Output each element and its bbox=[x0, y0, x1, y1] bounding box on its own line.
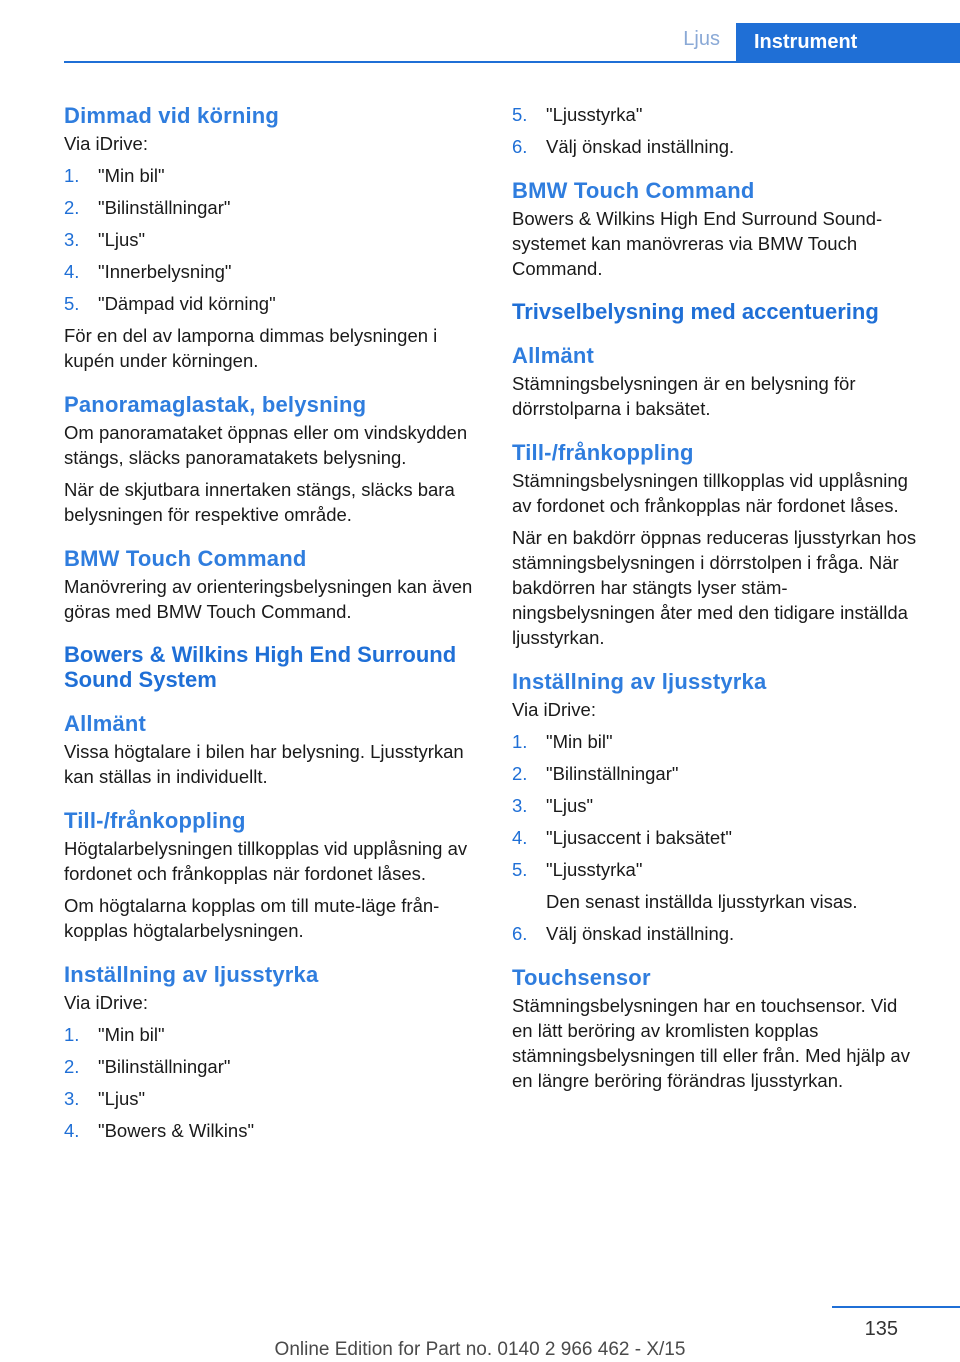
list-item: 5. "Dämpad vid körning" bbox=[64, 293, 276, 314]
header-rule bbox=[64, 61, 960, 63]
step-note: Den senast inställda ljusstyrkan visas. bbox=[546, 891, 858, 912]
heading-bmw-touch: BMW Touch Command bbox=[512, 178, 755, 203]
list-item: 3. "Ljus" bbox=[512, 795, 594, 816]
list-item: 2. "Bilinställningar" bbox=[64, 197, 231, 218]
paragraph: Högtalarbelysningen tillkopplas vid upplåsning av fordonet och frånkopplas när fordonet låses. bbox=[64, 838, 468, 884]
text-via-idrive: Via iDrive: bbox=[64, 992, 148, 1013]
heading-panorama: Panoramaglastak, belysning bbox=[64, 392, 367, 417]
step-number: 4. bbox=[64, 1120, 80, 1141]
list-item: 1. "Min bil" bbox=[64, 1024, 165, 1045]
paragraph: När de skjutbara innertaken stängs, släcks bara belysningen för respektive område. bbox=[64, 479, 455, 525]
step-number: 4. bbox=[512, 827, 528, 848]
heading-installning: Inställning av ljusstyrka bbox=[64, 962, 319, 987]
paragraph: Stämningsbelysningen är en belysning för dörrstolparna i baksätet. bbox=[512, 373, 856, 419]
heading-till-franskoppling: Till-/frånkoppling bbox=[64, 808, 246, 833]
step-number: 5. bbox=[512, 859, 528, 880]
page-number: 135 bbox=[864, 1318, 898, 1340]
heading-allmant: Allmänt bbox=[512, 343, 595, 368]
step-number: 3. bbox=[512, 795, 528, 816]
paragraph: Stämningsbelysningen tillkopplas vid upplåsning av fordonet och frånkopplas när fordonet låses. bbox=[512, 470, 908, 516]
list-item: 4. "Innerbelysning" bbox=[64, 261, 232, 282]
step-number: 2. bbox=[512, 763, 528, 784]
steps-dimmad bbox=[64, 163, 480, 316]
list-item: 1. "Min bil" bbox=[64, 165, 165, 186]
list-item: 1. "Min bil" bbox=[512, 731, 613, 752]
paragraph: Om panoramataket öppnas eller om vindskydden stängs, släcks panoramatakets belysning. bbox=[64, 422, 468, 468]
heading-trivselbelysning: Trivselbelysning med accentuering bbox=[512, 299, 879, 324]
list-item: 5. "Ljusstyrka" bbox=[512, 104, 643, 125]
paragraph: Om högtalarna kopplas om till mute-läge frånkopplas högtalarbelysningen. bbox=[64, 895, 440, 941]
paragraph: Bowers & Wilkins High End Surround Soundsystemet kan manövreras via BMW Touch Command. bbox=[512, 208, 883, 279]
step-number: 6. bbox=[512, 923, 528, 944]
step-number: 1. bbox=[512, 731, 528, 752]
header-chapter-tab: Instrument bbox=[736, 23, 960, 61]
step-number: 5. bbox=[512, 104, 528, 125]
step-number: 3. bbox=[64, 1088, 80, 1109]
steps-continued bbox=[512, 102, 922, 159]
step-number: 1. bbox=[64, 165, 80, 186]
list-item: 2. "Bilinställningar" bbox=[512, 763, 679, 784]
right-column bbox=[512, 102, 922, 1100]
step-number: 6. bbox=[512, 136, 528, 157]
step-number: 2. bbox=[64, 197, 80, 218]
heading-installning: Inställning av ljusstyrka bbox=[512, 669, 767, 694]
heading-bmw-touch: BMW Touch Command bbox=[64, 546, 307, 571]
paragraph: Stämningsbelysningen har en touchsensor. Vid en lätt beröring av kromlisten kopplas stämningsbelysningen till eller från. Med hjälp av en längre beröring förändras ljusstyrkan. bbox=[512, 995, 910, 1091]
footer-edition: Online Edition for Part no. 0140 2 966 462 - X/15 bbox=[274, 1339, 686, 1360]
text-via-idrive: Via iDrive: bbox=[64, 133, 148, 154]
paragraph: För en del av lamporna dimmas belysningen i kupén under körningen. bbox=[64, 325, 438, 371]
steps-installning bbox=[64, 1022, 480, 1143]
text-via-idrive: Via iDrive: bbox=[512, 699, 596, 720]
list-item: 6. Välj önskad inställning. bbox=[512, 923, 735, 944]
list-item: 2. "Bilinställningar" bbox=[64, 1056, 231, 1077]
step-number: 2. bbox=[64, 1056, 80, 1077]
step-number: 4. bbox=[64, 261, 80, 282]
heading-till-franskoppling: Till-/frånkoppling bbox=[512, 440, 694, 465]
step-number: 5. bbox=[64, 293, 80, 314]
heading-touchsensor: Touchsensor bbox=[512, 965, 651, 990]
list-item: 3. "Ljus" bbox=[64, 1088, 146, 1109]
list-item: 5. "Ljusstyrka" Den senast inställda ljusstyrkan visas. bbox=[512, 857, 922, 914]
footer-rule bbox=[832, 1306, 960, 1308]
step-number: 1. bbox=[64, 1024, 80, 1045]
heading-allmant: Allmänt bbox=[64, 711, 147, 736]
paragraph: Manövrering av orienteringsbelysningen kan även göras med BMW Touch Command. bbox=[64, 576, 473, 622]
paragraph: Vissa högtalare i bilen har belysning. Ljusstyrkan kan ställas in individuellt. bbox=[64, 741, 464, 787]
paragraph: När en bakdörr öppnas reduceras ljusstyrkan hos stämningsbelysningen i dörrstolpen i fråga. När bakdörren har stängts lyser stämningsbelysningen åter med den tidigare inställda ljusstyrkan. bbox=[512, 527, 917, 648]
heading-dimmad: Dimmad vid körning bbox=[64, 103, 280, 128]
list-item: 6. Välj önskad inställning. bbox=[512, 136, 735, 157]
left-column bbox=[64, 102, 480, 1150]
heading-bowers-wilkins: Bowers & Wilkins High End Surround Sound System bbox=[64, 642, 457, 692]
list-item: 3. "Ljus" bbox=[64, 229, 146, 250]
step-number: 3. bbox=[64, 229, 80, 250]
list-item: 4. "Ljusaccent i baksätet" bbox=[512, 827, 732, 848]
header-section-label: Ljus bbox=[683, 28, 720, 50]
steps-installning bbox=[512, 729, 922, 946]
list-item: 4. "Bowers & Wilkins" bbox=[64, 1120, 255, 1141]
